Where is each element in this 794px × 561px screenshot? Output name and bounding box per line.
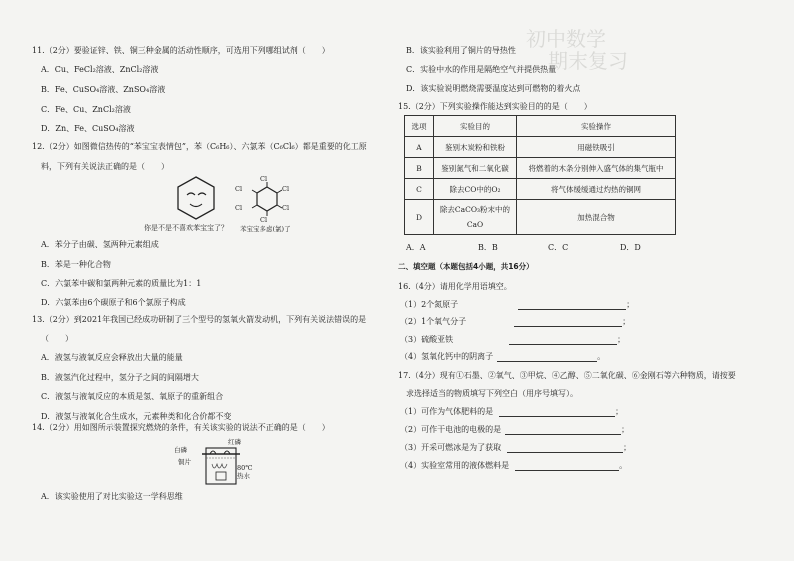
- q15-answer-b: B．B: [478, 243, 498, 252]
- label-temperature: 80℃: [237, 464, 253, 472]
- q13-stem: 13.（2分）到2021年我国已经成功研制了三个型号的氢氧火箭发动机，下列有关说法错误的是: [32, 315, 367, 324]
- table-cell: C: [405, 179, 434, 200]
- q16-item-1: （1）2个氮原子 ；: [400, 300, 635, 309]
- q12-option-b: B．苯是一种化合物: [41, 260, 111, 269]
- q13-option-a: A．液氢与液氧反应会释放出大量的能量: [41, 353, 183, 362]
- table-cell: 除去CaCO₃粉末中的CaO: [434, 200, 517, 235]
- table-cell: A: [405, 137, 434, 158]
- q14-option-a: A．该实验使用了对比实验这一学科思维: [41, 492, 183, 501]
- table-row: [405, 179, 676, 200]
- q12-caption-1: 你是不是不喜欢苯宝宝了？: [144, 224, 228, 232]
- q13-option-b: B．液氢汽化过程中，氢分子之间的间隔增大: [41, 373, 199, 382]
- answer-blank[interactable]: [505, 425, 621, 435]
- label-white-phosphorus: 白磷: [174, 446, 187, 454]
- q14-stem: 14.（2分）用如图所示装置探究燃烧的条件，有关该实验的说法不正确的是（ ）: [32, 423, 330, 432]
- table-row: [405, 137, 676, 158]
- q16-item-3: （3）硫酸亚铁 ；: [400, 335, 626, 344]
- q15-answer-d: D．D: [620, 243, 641, 252]
- q12-option-c: C．六氯苯中碳和氯两种元素的质量比为1：1: [41, 279, 202, 288]
- answer-blank[interactable]: [499, 407, 615, 417]
- q16-stem: 16.（4分）请用化学用语填空。: [398, 282, 512, 291]
- cl-label-1: Cl: [260, 175, 268, 183]
- table-header-cell: 实验操作: [517, 116, 676, 137]
- table-header-row: [405, 116, 676, 137]
- q11-stem: 11.（2分）要验证锌、铁、铜三种金属的活动性顺序，可选用下列哪组试剂（ ）: [32, 46, 330, 55]
- q14-option-c: C．实验中水的作用是隔绝空气并提供热量: [406, 65, 557, 74]
- answer-blank[interactable]: [515, 461, 619, 471]
- q14-option-d: D．该实验说明燃烧需要温度达到可燃物的着火点: [406, 84, 581, 93]
- q11-option-c: C．Fe、Cu、ZnCl₂溶液: [41, 105, 131, 114]
- table-cell: 将燃着的木条分别伸入盛气体的集气瓶中: [517, 158, 676, 179]
- cl-label-6: Cl: [235, 185, 243, 193]
- table-header-cell: 实验目的: [434, 116, 517, 137]
- q11-option-b: B．Fe、CuSO₄溶液、ZnSO₄溶液: [41, 85, 166, 94]
- answer-blank[interactable]: [509, 335, 617, 345]
- q12-caption-2: 苯宝宝多虑(氯)了: [240, 225, 291, 233]
- q17-item-4: （4）实验室常用的液体燃料是 。: [400, 461, 628, 470]
- q16-item-4: （4）氢氧化钙中的阴离子 。: [400, 352, 606, 361]
- cl-label-5: Cl: [235, 204, 243, 212]
- label-hot-water: 热水: [237, 472, 250, 480]
- q15-table: [404, 115, 676, 235]
- table-cell: 将气体缓缓通过灼热的铜网: [517, 179, 676, 200]
- q12-stem-line1: 12.（2分）如图微信热传的“苯宝宝表情包”，苯（C₆H₆）、六氯苯（C₆Cl₆）都是重要的化工原: [32, 142, 367, 151]
- q17-item-3: （3）开采可燃冰是为了获取 ；: [400, 443, 632, 452]
- label-red-phosphorus: 红磷: [228, 438, 241, 446]
- cl-label-2: Cl: [282, 185, 290, 193]
- table-cell: B: [405, 158, 434, 179]
- q14-option-b: B．该实验利用了铜片的导热性: [406, 46, 516, 55]
- section-heading-fill-in: 二、填空题（本题包括4小题，共16分）: [398, 262, 534, 271]
- q15-stem: 15.（2分）下列实验操作能达到实验目的的是（ ）: [398, 102, 592, 111]
- table-cell: 鉴别木炭粉和铁粉: [434, 137, 517, 158]
- label-copper-sheet: 铜片: [178, 458, 191, 466]
- q17-stem-line2: 求选择适当的物质填写下列空白（用序号填写）。: [406, 389, 578, 398]
- q17-item-2: （2）可作干电池的电极的是 ；: [400, 425, 630, 434]
- table-cell: 鉴别氮气和二氧化碳: [434, 158, 517, 179]
- q11-option-d: D．Zn、Fe、CuSO₄溶液: [41, 124, 135, 133]
- table-cell: D: [405, 200, 434, 235]
- q16-item-2: （2）1个氧气分子 ；: [400, 317, 631, 326]
- q11-option-a: A．Cu、FeCl₂溶液、ZnCl₂溶液: [41, 65, 159, 74]
- table-cell: 用磁铁吸引: [517, 137, 676, 158]
- answer-blank[interactable]: [507, 443, 623, 453]
- q13-option-c: C．液氢与液氧反应的本质是氢、氧原子的重新组合: [41, 392, 224, 401]
- table-header-cell: 选项: [405, 116, 434, 137]
- q12-option-d: D．六氯苯由6个碳原子和6个氯原子构成: [41, 298, 186, 307]
- table-row: [405, 158, 676, 179]
- q17-stem-line1: 17.（4分）现有①石墨、②氧气、③甲烷、④乙醇、⑤二氧化碳、⑥金刚石等六种物质，请按要: [398, 371, 736, 380]
- q15-answer-a: A．A: [406, 243, 426, 252]
- cl-label-3: Cl: [282, 204, 290, 212]
- benzene-emoji-figure: [172, 174, 220, 222]
- q15-answer-c: C．C: [548, 243, 569, 252]
- q17-item-1: （1）可作为气体肥料的是 ；: [400, 407, 624, 416]
- answer-blank[interactable]: [514, 317, 622, 327]
- table-row: [405, 200, 676, 235]
- watermark-text-1: 初中数学: [526, 27, 606, 51]
- q13-option-d: D．液氢与液氧化合生成水，元素种类和化合价都不变: [41, 412, 232, 421]
- q12-option-a: A．苯分子由碳、氢两种元素组成: [41, 240, 159, 249]
- table-cell: 除去CO中的O₂: [434, 179, 517, 200]
- watermark-text-2: 期末复习: [548, 49, 628, 73]
- q13-paren: （ ）: [41, 334, 73, 343]
- table-cell: 加热混合物: [517, 200, 676, 235]
- cl-label-4: Cl: [260, 216, 268, 224]
- q12-stem-line2: 料，下列有关说法正确的是（ ）: [41, 162, 169, 171]
- answer-blank[interactable]: [497, 352, 597, 362]
- answer-blank[interactable]: [518, 300, 626, 310]
